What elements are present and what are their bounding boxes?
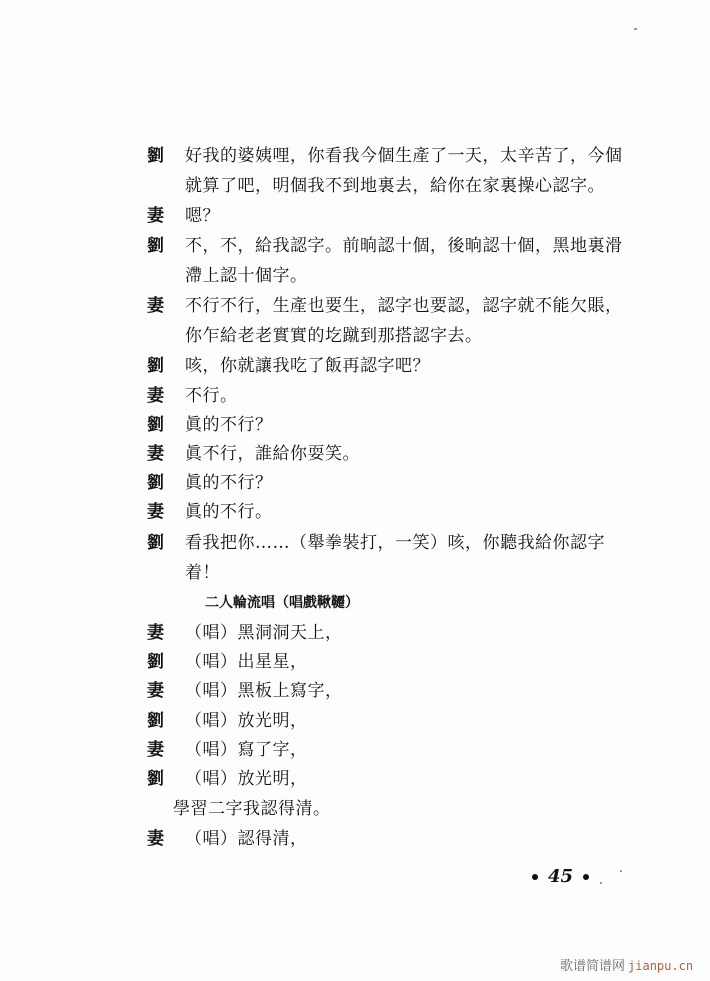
dialogue-text: 眞的不行？ [185,415,273,435]
page-number-value: 45 [548,866,574,887]
dialogue-continuation: 你乍給老老實實的圪蹴到那搭認字去。 [185,326,483,346]
dialogue-text: 眞不行，誰給你耍笑。 [185,444,360,464]
speaker-label: 妻 [147,206,165,226]
dialogue-text: 眞的不行。 [185,502,273,522]
dialogue-text: 眞的不行？ [185,473,273,493]
song-text: （唱）出星星， [185,652,308,672]
song-line [147,651,308,673]
song-line [147,768,308,790]
dialogue-line [147,532,605,554]
speaker-label: 妻 [147,829,165,849]
song-heading: 二人輪流唱（唱戲鞦韆） [205,595,359,611]
dialogue-line [147,501,273,523]
speaker-label: 妻 [147,296,165,316]
watermark-latin: jianpu.cn [628,959,694,973]
speaker-label: 劉 [147,711,165,731]
dialogue-text: 不行不行，生產也要生，認字也要認，認字就不能欠賬， [185,296,623,316]
bullet-dot-icon [532,874,538,880]
speaker-label: 劉 [147,146,165,166]
speaker-label: 劉 [147,236,165,256]
speaker-label: 劉 [147,652,165,672]
song-continuation: 學習二字我認得清。 [173,799,331,819]
song-text: （唱）放光明， [185,711,308,731]
page-number [522,866,599,887]
speaker-label: 妻 [147,444,165,464]
dialogue-line [147,355,430,377]
speaker-label: 劉 [147,356,165,376]
dialogue-text: 咳，你就讓我吃了飯再認字吧？ [185,356,430,376]
dialogue-text: 好我的婆姨哩，你看我今個生產了一天，太辛苦了，今個 [185,146,623,166]
song-line [147,739,308,761]
watermark-cn: 歌谱简谱网 [560,959,626,974]
dialogue-line [147,385,238,407]
speaker-label: 妻 [147,502,165,522]
dialogue-line [147,205,220,227]
dialogue-line [147,472,273,494]
song-line [147,680,343,702]
speaker-label: 妻 [147,681,165,701]
scan-speck [600,882,602,884]
dialogue-text: 不行。 [185,386,238,406]
dialogue-text: 不，不，給我認字。前晌認十個，後晌認十個，黑地裏滑 [185,236,623,256]
dialogue-line [147,443,360,465]
song-line [147,710,308,732]
song-line [147,622,343,644]
song-text: （唱）黑洞洞天上， [185,623,343,643]
song-text: （唱）認得清， [185,829,308,849]
speaker-label: 劉 [147,769,165,789]
speaker-label: 妻 [147,623,165,643]
song-text: （唱）放光明， [185,769,308,789]
dialogue-line [147,295,623,317]
song-line [147,828,308,850]
scan-speck [620,870,622,872]
speaker-label: 劉 [147,473,165,493]
dialogue-continuation: 滯上認十個字。 [185,266,308,286]
speaker-label: 妻 [147,386,165,406]
speaker-label: 劉 [147,415,165,435]
dialogue-continuation: 着！ [185,563,220,583]
dialogue-text: 看我把你……（舉拳裝打，一笑）咳，你聽我給你認字 [185,533,605,553]
song-text: （唱）寫了字， [185,740,308,760]
dialogue-text: 嗯？ [185,206,220,226]
speaker-label: 劉 [147,533,165,553]
bullet-dot-icon [583,874,589,880]
scan-speck [634,28,637,30]
dialogue-line [147,145,623,167]
song-text: （唱）黑板上寫字， [185,681,343,701]
dialogue-line [147,235,623,257]
speaker-label: 妻 [147,740,165,760]
dialogue-line [147,414,273,436]
dialogue-continuation: 就算了吧，明個我不到地裏去，給你在家裏操心認字。 [185,176,605,196]
watermark [560,955,693,974]
